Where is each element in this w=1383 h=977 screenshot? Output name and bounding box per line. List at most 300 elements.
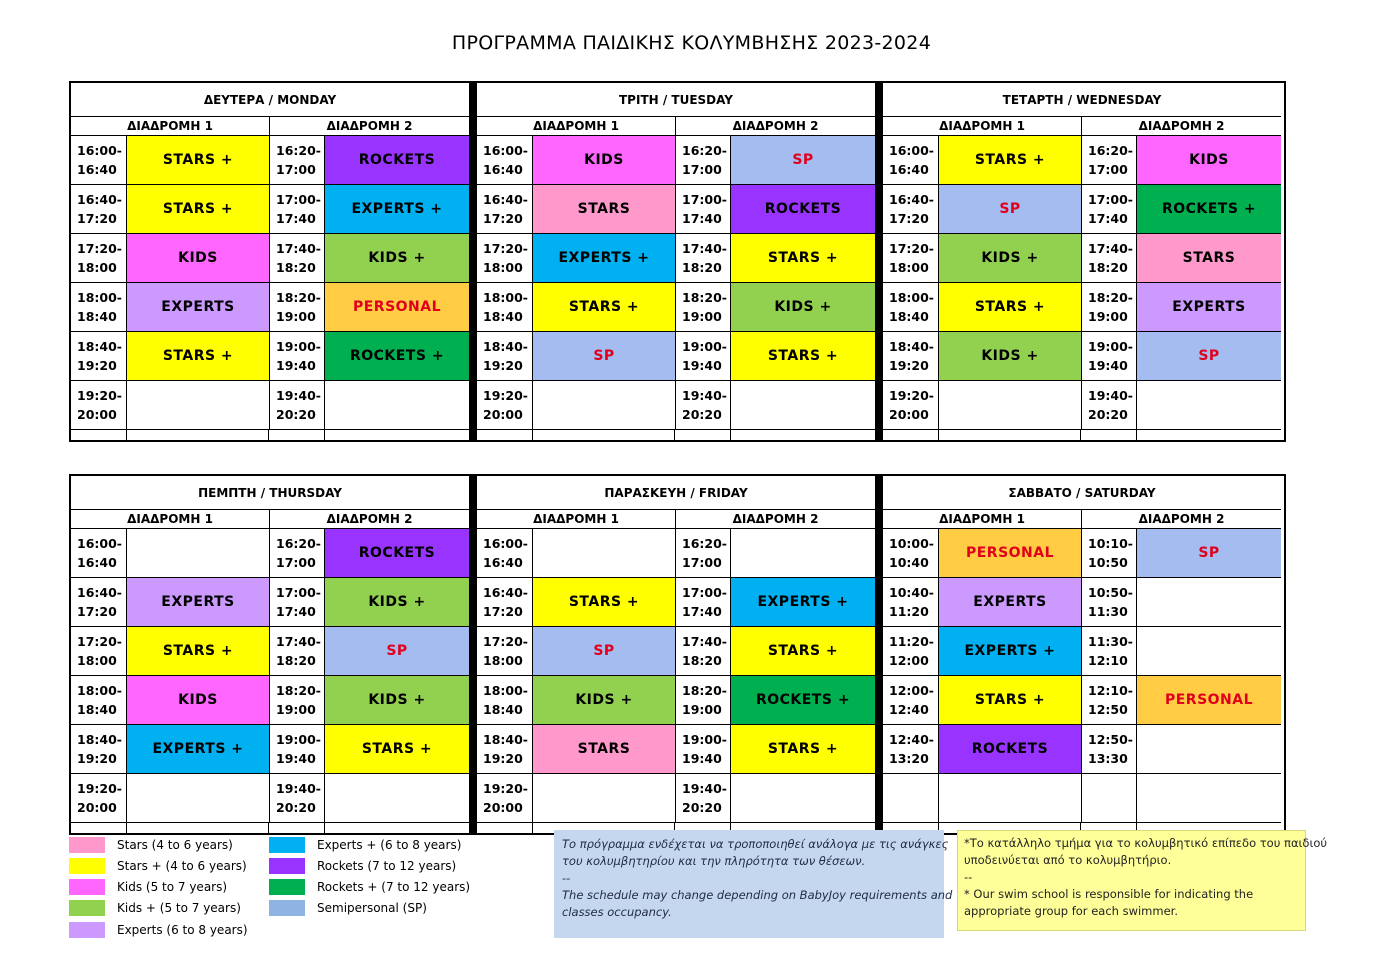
time-slot [269,774,325,823]
legend-swatch [69,858,105,874]
class-cell-stars-plus: STARS + [939,136,1081,185]
class-cell-kids-plus: KIDS + [939,234,1081,283]
note-line: -- [964,870,973,884]
day-separator [875,83,883,440]
day-header: ΤΕΤΑΡΤΗ / WEDNESDAY [883,83,1281,117]
time-start: 16:00- [889,143,934,158]
footer-cell [477,430,533,440]
legend-swatch [269,879,305,895]
time-end: 19:00 [682,309,722,324]
day-column--monday [71,83,469,440]
group-assignment-note [957,830,1328,931]
footer-cell [731,430,875,440]
time-slot [883,676,939,725]
legend-label: Stars (4 to 6 years) [117,837,233,852]
legend-label: Semipersonal (SP) [317,901,427,916]
class-cell-empty [1137,381,1281,430]
time-end: 17:40 [276,211,316,226]
day-header: ΠΑΡΑΣΚΕΥΗ / FRIDAY [477,476,875,510]
time-start: 18:40- [77,732,122,747]
day-header: ΠΕΜΠΤΗ / THURSDAY [71,476,469,510]
time-start: 17:40- [1088,241,1133,256]
day-separator [875,476,883,833]
time-end: 20:00 [77,407,117,422]
time-slot [675,234,731,283]
time-end: 18:20 [276,653,316,668]
time-end: 17:20 [889,211,929,226]
time-slot [1081,136,1137,185]
time-start: 10:00- [889,536,934,551]
time-start: 19:40- [682,388,727,403]
time-end: 20:20 [682,407,722,422]
legend-swatch [69,879,105,895]
time-start: 19:40- [276,388,321,403]
route-1-header: ΔΙΑΔΡΟΜΗ 1 [883,510,1081,529]
time-slot [1081,234,1137,283]
class-cell-empty [127,381,269,430]
class-cell-rockets: ROCKETS [325,529,469,578]
time-slot [1081,725,1137,774]
time-end: 18:00 [483,260,523,275]
time-end: 20:20 [1088,407,1128,422]
class-cell-stars-plus: STARS + [127,332,269,381]
time-start: 10:50- [1088,585,1133,600]
class-cell-personal: PERSONAL [1137,676,1281,725]
time-slot [477,529,533,578]
time-start: 17:00- [682,192,727,207]
footer-cell [127,823,269,833]
time-slot [477,627,533,676]
time-slot [1081,627,1137,676]
footer-cell [477,823,533,833]
time-start: 16:00- [77,536,122,551]
time-slot [675,725,731,774]
time-end: 17:20 [77,211,117,226]
time-end: 16:40 [889,162,929,177]
time-slot [883,332,939,381]
time-start: 19:20- [889,388,934,403]
time-start: 19:40- [682,781,727,796]
time-end: 18:20 [682,260,722,275]
time-slot [1081,332,1137,381]
footer-cell [269,430,325,440]
route-1-header: ΔΙΑΔΡΟΜΗ 1 [71,510,269,529]
class-cell-experts-plus: EXPERTS + [939,627,1081,676]
time-slot [477,234,533,283]
time-start: 16:20- [276,536,321,551]
time-end: 17:40 [682,604,722,619]
time-start: 12:00- [889,683,934,698]
class-cell-sp: SP [939,185,1081,234]
time-end: 12:50 [1088,702,1128,717]
time-end: 18:40 [77,702,117,717]
time-start: 19:20- [77,388,122,403]
class-cell-sp: SP [325,627,469,676]
time-start: 16:40- [77,192,122,207]
legend-item [269,900,427,917]
class-cell-empty [731,381,875,430]
time-start: 10:10- [1088,536,1133,551]
class-cell-rockets-plus: ROCKETS + [1137,185,1281,234]
note-line: * Our swim school is responsible for indicating the [964,887,1254,901]
legend-item [69,879,227,896]
legend [69,836,539,946]
day-header: ΤΡΙΤΗ / TUESDAY [477,83,875,117]
time-start: 11:20- [889,634,934,649]
time-start: 12:50- [1088,732,1133,747]
time-slot [269,725,325,774]
time-end: 19:20 [77,358,117,373]
class-cell-rockets: ROCKETS [939,725,1081,774]
schedule-table-week-end [69,474,1286,835]
time-slot [883,774,939,823]
time-slot [477,676,533,725]
note-line: υποδεινύεται από το κολυμβητήριο. [964,853,1172,867]
class-cell-experts-plus: EXPERTS + [127,725,269,774]
time-slot [71,283,127,332]
class-cell-sp: SP [533,332,675,381]
time-end: 19:40 [1088,358,1128,373]
class-cell-kids-plus: KIDS + [939,332,1081,381]
legend-label: Kids + (5 to 7 years) [117,901,241,916]
class-cell-empty [533,381,675,430]
time-start: 18:40- [483,732,528,747]
time-slot [675,136,731,185]
time-slot [675,774,731,823]
legend-label: Stars + (4 to 6 years) [117,858,247,873]
time-start: 17:20- [483,241,528,256]
class-cell-stars-plus: STARS + [939,676,1081,725]
time-start: 17:40- [276,241,321,256]
legend-label: Experts + (6 to 8 years) [317,837,462,852]
time-end: 10:40 [889,555,929,570]
legend-item [269,836,461,853]
schedule-change-note [554,830,953,938]
time-start: 10:40- [889,585,934,600]
class-cell-kids: KIDS [127,234,269,283]
time-end: 19:00 [1088,309,1128,324]
route-2-header: ΔΙΑΔΡΟΜΗ 2 [269,117,469,136]
class-cell-experts-plus: EXPERTS + [325,185,469,234]
time-slot [883,136,939,185]
time-slot [269,136,325,185]
time-end: 19:20 [483,358,523,373]
time-end: 20:00 [77,800,117,815]
class-cell-experts-plus: EXPERTS + [533,234,675,283]
note-line: Το πρόγραμμα ενδέχεται να τροποποιηθεί ανάλογα με τις ανάγκες [562,837,949,851]
time-slot [71,381,127,430]
note-line: -- [562,871,571,885]
time-start: 18:40- [77,339,122,354]
time-end: 19:00 [276,309,316,324]
time-start: 19:00- [1088,339,1133,354]
time-start: 17:00- [682,585,727,600]
class-cell-empty [127,774,269,823]
day-header: ΣΑΒΒΑΤΟ / SATURDAY [883,476,1281,510]
time-slot [269,185,325,234]
time-slot [675,185,731,234]
class-cell-experts: EXPERTS [939,578,1081,627]
time-end: 19:40 [682,751,722,766]
class-cell-rockets: ROCKETS [325,136,469,185]
footer-cell [325,430,469,440]
time-slot [71,136,127,185]
time-start: 18:20- [682,683,727,698]
time-end: 17:00 [276,555,316,570]
class-cell-empty [325,774,469,823]
legend-swatch [269,837,305,853]
time-start: 18:00- [77,290,122,305]
time-slot [71,676,127,725]
time-end: 19:40 [276,751,316,766]
class-cell-empty [533,774,675,823]
class-cell-stars-plus: STARS + [533,283,675,332]
class-cell-experts: EXPERTS [127,578,269,627]
table-footer-row [71,823,469,833]
time-start: 19:00- [682,732,727,747]
time-end: 20:00 [483,407,523,422]
time-slot [477,332,533,381]
time-slot [71,774,127,823]
table-footer-row [71,430,469,440]
legend-swatch [69,900,105,916]
day-column--tuesday [477,83,875,440]
footer-cell [71,823,127,833]
class-cell-kids-plus: KIDS + [325,578,469,627]
day-separator [469,476,477,833]
time-slot [883,529,939,578]
time-end: 17:00 [276,162,316,177]
class-cell-empty [1137,578,1281,627]
time-slot [883,283,939,332]
legend-label: Kids (5 to 7 years) [117,880,228,895]
time-end: 18:00 [889,260,929,275]
time-slot [1081,283,1137,332]
class-cell-personal: PERSONAL [325,283,469,332]
legend-swatch [69,922,105,938]
time-slot [883,725,939,774]
time-start: 16:20- [682,143,727,158]
time-start: 18:00- [77,683,122,698]
time-slot [1081,676,1137,725]
time-end: 19:20 [889,358,929,373]
time-end: 17:20 [483,211,523,226]
footer-cell [269,823,325,833]
time-slot [477,283,533,332]
class-cell-stars-pink: STARS [1137,234,1281,283]
time-end: 18:00 [77,260,117,275]
time-start: 18:40- [889,339,934,354]
legend-swatch [269,858,305,874]
class-cell-stars-plus: STARS + [731,627,875,676]
time-start: 19:20- [483,781,528,796]
legend-item [269,879,470,896]
schedule-table-week-start [69,81,1286,442]
time-start: 16:20- [276,143,321,158]
time-start: 18:20- [682,290,727,305]
time-slot [675,578,731,627]
time-slot [477,381,533,430]
time-start: 18:00- [483,290,528,305]
footer-cell [939,430,1081,440]
time-end: 17:40 [276,604,316,619]
time-slot [269,283,325,332]
class-cell-stars-plus: STARS + [127,627,269,676]
class-cell-rockets-plus: ROCKETS + [325,332,469,381]
class-cell-stars-plus: STARS + [533,578,675,627]
class-cell-experts-plus: EXPERTS + [731,578,875,627]
page-title: ΠΡΟΓΡΑΜΜΑ ΠΑΙΔΙΚΗΣ ΚΟΛΥΜΒΗΣΗΣ 2023-2024 [451,32,932,54]
legend-item [69,857,247,874]
time-slot [883,627,939,676]
time-start: 12:10- [1088,683,1133,698]
time-slot [269,627,325,676]
time-start: 18:20- [276,290,321,305]
class-cell-sp: SP [1137,529,1281,578]
time-end: 10:50 [1088,555,1128,570]
time-end: 20:00 [483,800,523,815]
time-start: 17:40- [682,241,727,256]
time-slot [269,234,325,283]
time-start: 12:40- [889,732,934,747]
time-end: 17:20 [77,604,117,619]
time-end: 18:40 [483,702,523,717]
day-column--saturday [883,476,1282,833]
legend-swatch [269,900,305,916]
class-cell-stars-plus: STARS + [731,234,875,283]
time-start: 11:30- [1088,634,1133,649]
class-cell-empty [533,529,675,578]
time-slot [883,234,939,283]
class-cell-empty [939,774,1081,823]
route-2-header: ΔΙΑΔΡΟΜΗ 2 [675,510,875,529]
time-slot [477,136,533,185]
time-slot [71,529,127,578]
time-start: 19:20- [483,388,528,403]
time-start: 19:20- [77,781,122,796]
table-footer-row [477,430,875,440]
time-start: 18:40- [483,339,528,354]
route-1-header: ΔΙΑΔΡΟΜΗ 1 [71,117,269,136]
class-cell-kids: KIDS [1137,136,1281,185]
class-cell-sp: SP [731,136,875,185]
route-1-header: ΔΙΑΔΡΟΜΗ 1 [477,117,675,136]
class-cell-empty [1137,627,1281,676]
time-start: 17:00- [276,585,321,600]
class-cell-rockets-plus: ROCKETS + [731,676,875,725]
day-header: ΔΕΥΤΕΡΑ / MONDAY [71,83,469,117]
time-slot [1081,774,1137,823]
time-end: 20:20 [682,800,722,815]
route-1-header: ΔΙΑΔΡΟΜΗ 1 [477,510,675,529]
time-slot [477,578,533,627]
legend-item [69,900,241,917]
footer-cell [71,430,127,440]
legend-item [69,836,233,853]
time-end: 16:40 [483,162,523,177]
class-cell-experts: EXPERTS [127,283,269,332]
table-footer-row [883,430,1281,440]
time-slot [675,381,731,430]
class-cell-empty [325,381,469,430]
time-end: 20:00 [889,407,929,422]
time-start: 16:40- [483,585,528,600]
footer-cell [883,430,939,440]
time-start: 18:00- [483,683,528,698]
legend-item [269,857,456,874]
class-cell-sp: SP [1137,332,1281,381]
class-cell-stars-pink: STARS [533,725,675,774]
time-slot [477,185,533,234]
time-end: 17:00 [1088,162,1128,177]
time-slot [675,676,731,725]
footer-cell [533,430,675,440]
time-slot [71,332,127,381]
time-end: 19:40 [682,358,722,373]
day-separator [469,83,477,440]
time-end: 11:20 [889,604,929,619]
time-slot [1081,185,1137,234]
time-end: 18:20 [682,653,722,668]
time-slot [269,332,325,381]
legend-swatch [69,837,105,853]
time-slot [269,578,325,627]
time-slot [477,774,533,823]
time-end: 18:20 [1088,260,1128,275]
time-start: 17:40- [276,634,321,649]
time-start: 16:40- [77,585,122,600]
time-slot [269,676,325,725]
time-end: 17:00 [682,162,722,177]
legend-label: Experts (6 to 8 years) [117,922,248,937]
class-cell-experts: EXPERTS [1137,283,1281,332]
class-cell-stars-pink: STARS [533,185,675,234]
time-start: 18:20- [1088,290,1133,305]
time-end: 17:40 [682,211,722,226]
time-start: 17:00- [1088,192,1133,207]
time-start: 18:20- [276,683,321,698]
time-start: 19:40- [1088,388,1133,403]
time-slot [269,529,325,578]
time-end: 18:00 [77,653,117,668]
class-cell-empty [731,529,875,578]
route-2-header: ΔΙΑΔΡΟΜΗ 2 [1081,510,1281,529]
class-cell-stars-plus: STARS + [731,725,875,774]
time-start: 19:00- [276,732,321,747]
class-cell-empty [1137,725,1281,774]
time-start: 18:00- [889,290,934,305]
note-line: classes occupancy. [562,905,672,919]
route-1-header: ΔΙΑΔΡΟΜΗ 1 [883,117,1081,136]
time-slot [71,185,127,234]
footer-cell [1137,430,1281,440]
legend-label: Rockets + (7 to 12 years) [317,880,471,895]
class-cell-kids: KIDS [127,676,269,725]
time-slot [675,332,731,381]
time-start: 16:20- [682,536,727,551]
time-end: 19:00 [276,702,316,717]
class-cell-stars-plus: STARS + [127,185,269,234]
note-line: *Το κατάλληλο τμήμα για το κολυμβητικό επίπεδο του παιδιού [964,836,1328,850]
class-cell-stars-plus: STARS + [939,283,1081,332]
day-column--wednesday [883,83,1282,440]
time-end: 19:40 [276,358,316,373]
time-start: 16:00- [77,143,122,158]
time-slot [883,381,939,430]
time-slot [883,578,939,627]
time-end: 13:20 [889,751,929,766]
time-end: 16:40 [77,555,117,570]
